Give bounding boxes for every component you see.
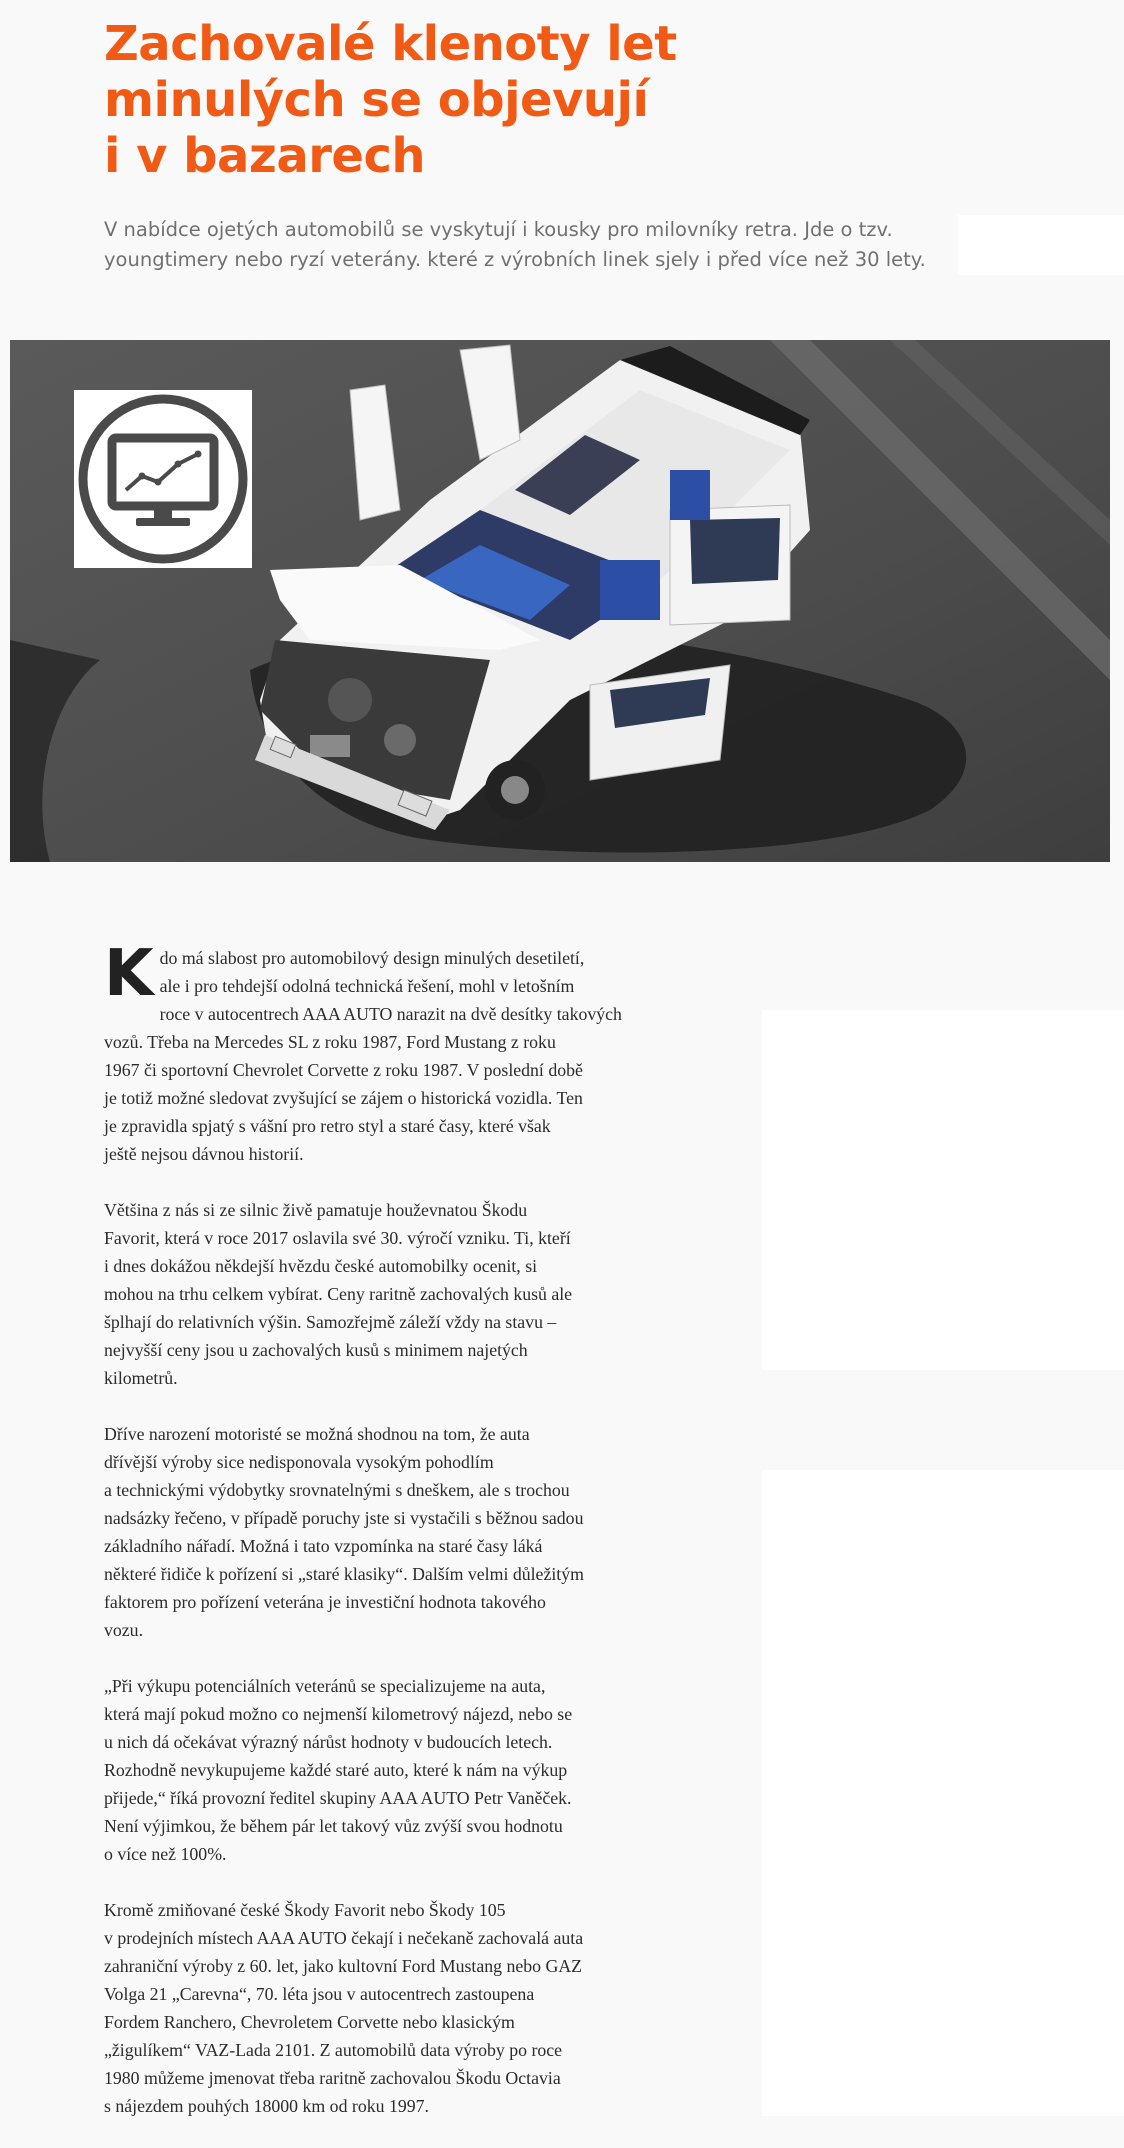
paragraph-line: přijede,“ říká provozní ředitel skupiny AAA AUTO Petr Vaněček.	[104, 1788, 572, 1808]
paragraph-line: ale i pro tehdejší odolná technická řešení, mohl v letošním	[159, 976, 575, 996]
title-line: i v bazarech	[104, 128, 426, 184]
paragraph-line: nejvyšší ceny jsou u zachovalých kusů s minimem najetých	[104, 1340, 528, 1360]
paragraph-line: a technickými výdobytky srovnatelnými s dneškem, ale s trochou	[104, 1480, 570, 1500]
monitor-line-chart-icon	[74, 390, 252, 568]
paragraph-line: některé řidiče k pořízení si „staré klasiky“. Dalším velmi důležitým	[104, 1564, 584, 1584]
paragraph-line: Favorit, která v roce 2017 oslavila své 30. výročí vzniku. Ti, kteří	[104, 1228, 571, 1248]
paragraph-line: dřívější výroby sice nedisponovala vysokým pohodlím	[104, 1452, 494, 1472]
article-paragraph	[104, 1896, 644, 2120]
paragraph-line: s nájezdem pouhých 18000 km od roku 1997.	[104, 2096, 429, 2116]
paragraph-line: u nich dá očekávat výrazný nárůst hodnoty v budoucích letech.	[104, 1732, 553, 1752]
paragraph-line: do má slabost pro automobilový design minulých desetiletí,	[159, 948, 585, 968]
paragraph-line: Fordem Ranchero, Chevroletem Corvette nebo klasickým	[104, 2012, 515, 2032]
paragraph-line: 1980 můžeme jmenovat třeba raritně zachovalou Škodu Octavia	[104, 2068, 561, 2088]
paragraph-line: vozů. Třeba na Mercedes SL z roku 1987, Ford Mustang z roku	[104, 1032, 556, 1052]
paragraph-line: i dnes dokážou někdejší hvězdu české automobilky ocenit, si	[104, 1256, 538, 1276]
paragraph-line: Rozhodně nevykupujeme každé staré auto, které k nám na výkup	[104, 1760, 568, 1780]
paragraph-line: Volga 21 „Carevna“, 70. léta jsou v autocentrech zastoupena	[104, 1984, 535, 2004]
title-line: Zachovalé klenoty let	[104, 16, 677, 72]
paragraph-line: roce v autocentrech AAA AUTO narazit na dvě desítky takových	[159, 1004, 622, 1024]
article-paragraph	[104, 937, 644, 1168]
paragraph-line: v prodejních místech AAA AUTO čekají i nečekaně zachovalá auta	[104, 1928, 584, 1948]
paragraph-line: Většina z nás si ze silnic živě pamatuje houževnatou Škodu	[104, 1200, 528, 1220]
paragraph-line: o více než 100%.	[104, 1844, 227, 1864]
article-body	[104, 937, 644, 2148]
paragraph-line: „žigulíkem“ VAZ-Lada 2101. Z automobilů data výroby po roce	[104, 2040, 563, 2060]
side-placeholder-top	[958, 215, 1124, 275]
article-paragraph	[104, 1420, 644, 1644]
paragraph-line: základního nářadí. Možná i tato vzpomínka na staré časy láká	[104, 1536, 543, 1556]
paragraph-line: „Při výkupu potenciálních veteránů se specializujeme na auta,	[104, 1676, 546, 1696]
monitor-line-chart-graphic	[74, 390, 252, 568]
paragraph-line: Dříve narození motoristé se možná shodnou na tom, že auta	[104, 1424, 530, 1444]
title-line: minulých se objevují	[104, 72, 649, 128]
article-perex	[104, 215, 964, 275]
perex-line: youngtimery nebo ryzí veterány. které z výrobních linek sjely i před více než 30 lety.	[104, 248, 926, 271]
paragraph-line: šplhají do relativních výšin. Samozřejmě záleží vždy na stavu –	[104, 1312, 557, 1332]
paragraph-line: je totiž možné sledovat zvyšující se zájem o historická vozidla. Ten	[104, 1088, 583, 1108]
paragraph-line: kilometrů.	[104, 1368, 178, 1388]
paragraph-line: mohou na trhu celkem vybírat. Ceny raritně zachovalých kusů ale	[104, 1284, 573, 1304]
paragraph-line: ještě nejsou dávnou historií.	[104, 1144, 304, 1164]
side-placeholder-middle	[762, 1010, 1124, 1370]
paragraph-line: která mají pokud možno co nejmenší kilometrový nájezd, nebo se	[104, 1704, 573, 1724]
dropcap: K	[104, 937, 154, 1011]
article-title	[104, 16, 724, 184]
paragraph-line: faktorem pro pořízení veterána je investiční hodnota takového	[104, 1592, 546, 1612]
paragraph-line: Není výjimkou, že během pár let takový vůz zvýší svou hodnotu	[104, 1816, 563, 1836]
paragraph-line: je zpravidla spjatý s vášní pro retro styl a staré časy, které však	[104, 1116, 551, 1136]
perex-line: V nabídce ojetých automobilů se vyskytují i kousky pro milovníky retra. Jde o tzv.	[104, 218, 893, 241]
hero-image	[10, 340, 1110, 862]
paragraph-line: vozu.	[104, 1620, 144, 1640]
article-paragraph	[104, 1672, 644, 1868]
article-paragraph	[104, 1196, 644, 1392]
side-placeholder-bottom	[762, 1470, 1124, 2116]
paragraph-line: 1967 či sportovní Chevrolet Corvette z roku 1987. V poslední době	[104, 1060, 583, 1080]
paragraph-line: nadsázky řečeno, v případě poruchy jste si vystačili s běžnou sadou	[104, 1508, 584, 1528]
paragraph-line: zahraniční výroby z 60. let, jako kultovní Ford Mustang nebo GAZ	[104, 1956, 583, 1976]
paragraph-line: Kromě zmiňované české Škody Favorit nebo Škody 105	[104, 1900, 506, 1920]
